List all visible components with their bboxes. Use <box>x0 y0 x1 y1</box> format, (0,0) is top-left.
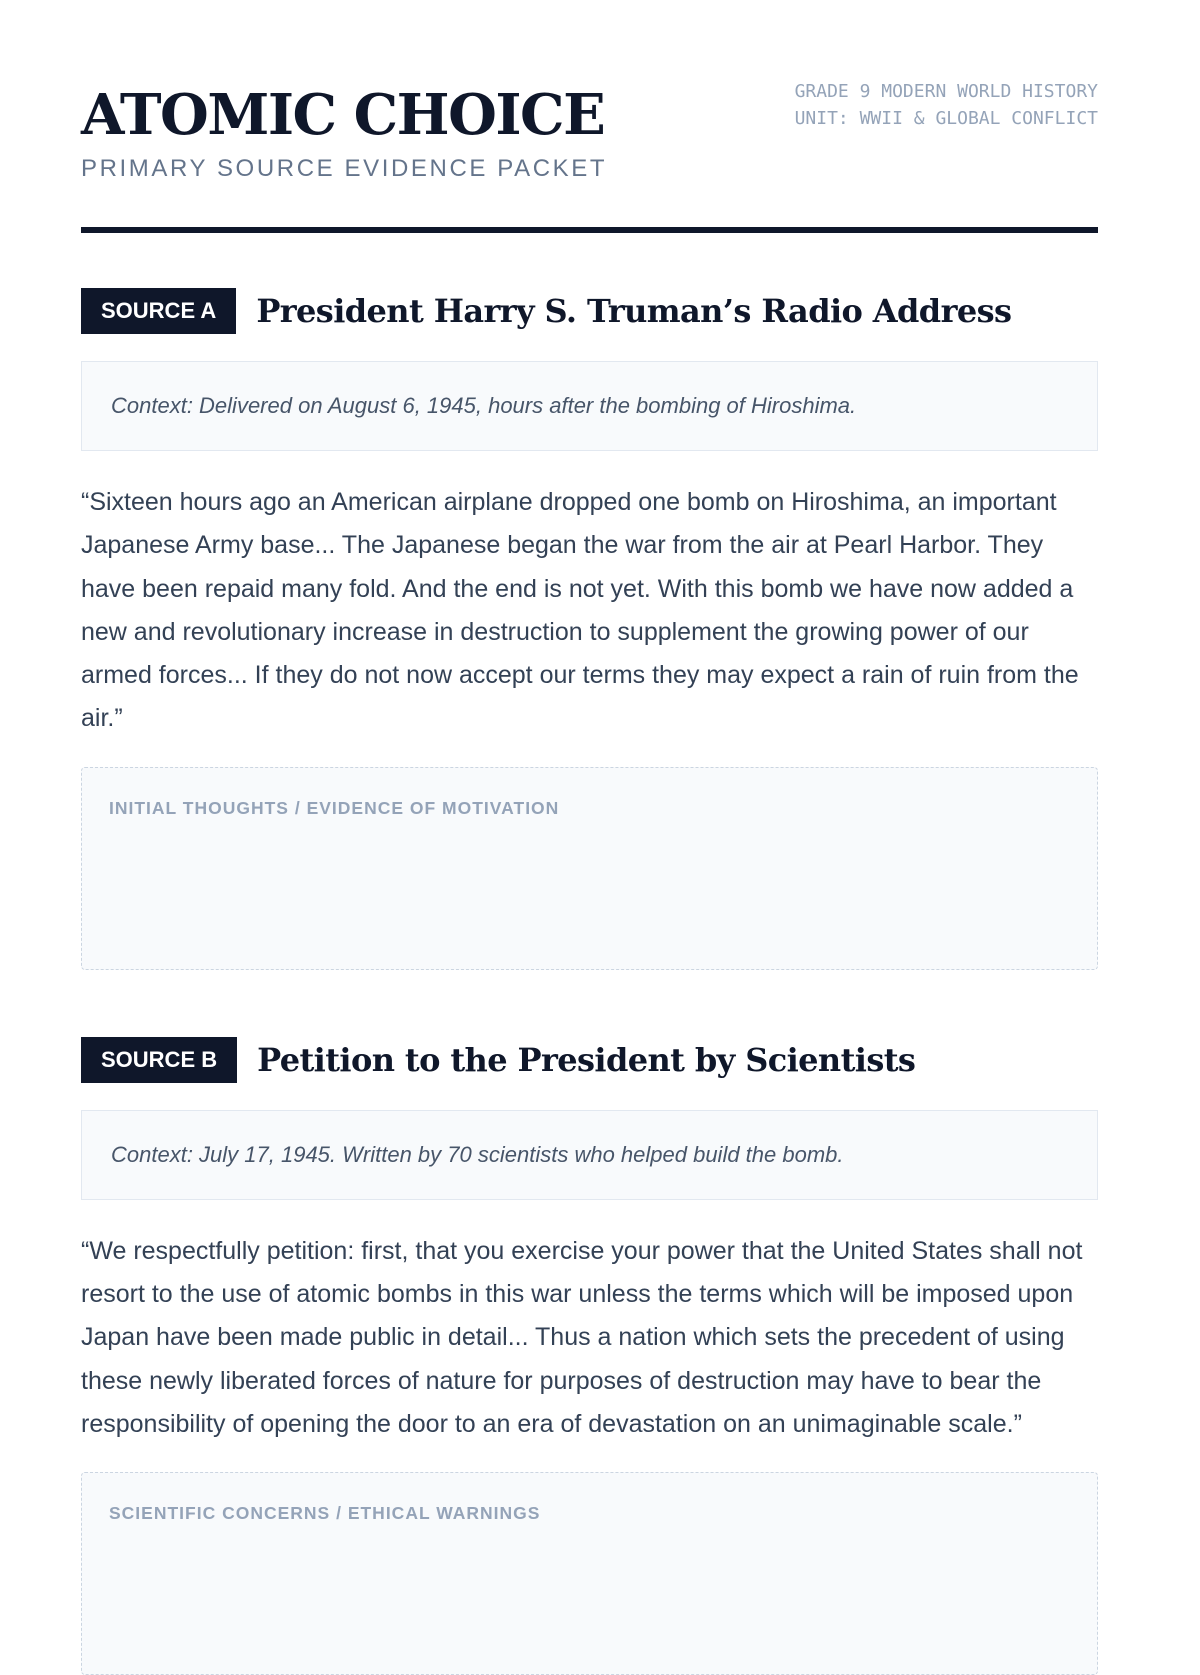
notes-label: INITIAL THOUGHTS / EVIDENCE OF MOTIVATION <box>109 797 560 818</box>
source-title: Petition to the President by Scientists <box>257 1040 916 1079</box>
source-context-box <box>81 1110 1098 1200</box>
course-unit-label: UNIT: WWII & GLOBAL CONFLICT <box>794 108 1098 129</box>
page-subtitle: PRIMARY SOURCE EVIDENCE PACKET <box>81 155 608 182</box>
source-a-section <box>81 288 1098 970</box>
source-heading <box>81 1037 1098 1083</box>
source-badge: SOURCE A <box>81 288 236 334</box>
packet-header <box>81 0 1098 233</box>
notes-area[interactable] <box>81 767 1098 970</box>
notes-label: SCIENTIFIC CONCERNS / ETHICAL WARNINGS <box>109 1503 541 1524</box>
source-b-section <box>81 1037 1098 1675</box>
course-grade-label: GRADE 9 MODERN WORLD HISTORY <box>794 81 1098 102</box>
source-quote: “Sixteen hours ago an American airplane dropped one bomb on Hiroshima, an important Japanese Army base... The Japanese began the war from the air at Pearl Harbor. They have been repaid many fold. And the end is not yet. With this bomb we have now added a new and revolutionary increase in destruction to supplement the growing power of our armed forces... If they do not now accept our terms they may expect a rain of ruin from the air.” <box>81 488 1079 733</box>
course-meta <box>795 78 1098 132</box>
source-context-text: Context: Delivered on August 6, 1945, hours after the bombing of Hiroshima. <box>111 393 857 418</box>
source-context-box <box>81 361 1098 451</box>
source-heading <box>81 288 1098 334</box>
source-badge: SOURCE B <box>81 1037 237 1083</box>
source-context-text: Context: July 17, 1945. Written by 70 scientists who helped build the bomb. <box>111 1141 844 1167</box>
notes-area[interactable] <box>81 1472 1098 1675</box>
source-title: President Harry S. Truman’s Radio Address <box>256 292 1012 330</box>
source-quote: “We respectfully petition: first, that you exercise your power that the United States shall not resort to the use of atomic bombs in this war unless the terms which will be imposed upon Japan have been made public in detail... Thus a nation which sets the precedent of using these newly liberated forces of nature for purposes of destruction may have to bear the responsibility of opening the door to an era of devastation on an unimaginable scale.” <box>81 1236 1083 1438</box>
page-title: ATOMIC CHOICE <box>81 82 605 148</box>
